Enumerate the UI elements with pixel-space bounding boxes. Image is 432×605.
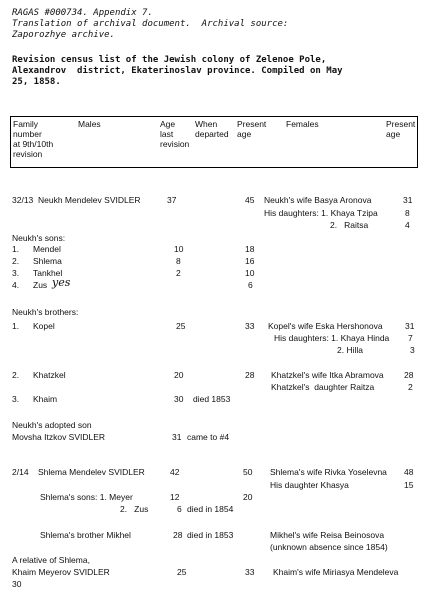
brother-number: 2. [12,370,20,380]
col-females: Females [286,119,319,129]
son-age: 10 [174,244,184,254]
col-present-2: age [237,129,252,139]
header-line-1: RAGAS #000734. Appendix 7. [12,8,153,18]
relative-female: Khaim's wife Miriasya Mendeleva [273,567,399,577]
entry-female: 2. Raitsa [330,220,369,230]
brother-age: 28 [173,530,183,540]
entry-present-age: 45 [245,195,255,205]
entry-present-age: 50 [243,467,253,477]
entry-female-age: 4 [405,220,410,230]
brother-age: 25 [176,321,186,331]
brother-female-age: 2 [408,382,413,392]
son-present: 6 [248,280,253,290]
adopted-note: came to #4 [187,432,230,442]
son-present: 20 [243,492,253,502]
brother-note: died in 1853 [187,530,234,540]
col-present-1: Present [237,119,267,129]
son-present: 10 [245,268,255,278]
entry-age: 37 [167,195,177,205]
brother-name: Kopel [33,321,55,331]
son-present: 16 [245,256,255,266]
son-number: 3. [12,268,20,278]
col-age-1: Age [160,119,176,129]
brother-age: 30 [174,394,184,404]
brother-female: Khatzkel's daughter Raitza [271,382,375,392]
son-name: Tankhel [33,268,63,278]
col-present-right-2: age [386,129,401,139]
brother-female: Kopel's wife Eska Hershonova [268,321,383,331]
col-when-2: departed [195,129,229,139]
son-age: 2 [176,268,181,278]
col-present-right-1: Present [386,119,416,129]
entry-female: Neukh's wife Basya Aronova [264,195,372,205]
brother-name: Khaim [33,394,58,404]
relative-present: 33 [245,567,255,577]
entry-male-name: Neukh Mendelev SVIDLER [38,195,141,205]
col-when-1: When [195,119,218,129]
son-age: 6 [177,504,182,514]
son-note: died in 1854 [187,504,234,514]
brother-label: Shlema's brother Mikhel [40,530,131,540]
col-family-2: number [13,129,42,139]
section-heading: A relative of Shlema, [12,555,90,565]
son-number: 4. [12,280,20,290]
son-name: Shlema [33,256,62,266]
brother-female: His daughters: 1. Khaya Hinda [274,333,390,343]
adopted-age: 31 [172,432,182,442]
brother-female-note: (unknown absence since 1854) [270,542,388,552]
handwritten-note: yes [52,276,71,289]
entry-female: His daughters: 1. Khaya Tzipa [264,208,378,218]
brother-present: 33 [245,321,255,331]
col-family-1: Family [13,119,39,129]
title-line-1: Revision census list of the Jewish colony of Zelenoe Pole, [12,55,327,65]
entry-age: 42 [170,467,180,477]
sons-label: Shlema's sons: 1. Meyer [40,492,133,502]
title-line-3: 25, 1858. [12,77,61,87]
entry-female-age: 31 [403,195,413,205]
brother-age: 20 [174,370,184,380]
relative-name: Khaim Meyerov SVIDLER [12,567,110,577]
title-line-2: Alexandrov district, Ekaterinoslav province. Compiled on May [12,66,343,76]
entry-female: His daughter Khasya [270,480,349,490]
son-number: 2. [12,256,20,266]
brother-note: died 1853 [193,394,231,404]
brother-female-age: 31 [405,321,415,331]
sons-label: 2. Zus [120,504,149,514]
header-line-3: Zaporozhye archive. [12,30,115,40]
entry-female-age: 15 [404,480,414,490]
section-heading: Neukh's brothers: [12,307,79,317]
relative-extra: 30 [12,579,22,589]
entry-family-number: 32/13 [12,195,34,205]
col-age-3: revision [160,139,190,149]
entry-female-age: 8 [405,208,410,218]
col-males: Males [78,119,101,129]
header-line-2: Translation of archival document. Archival source: [12,19,289,29]
section-heading: Neukh's adopted son [12,420,92,430]
son-age: 8 [176,256,181,266]
brother-present: 28 [245,370,255,380]
brother-number: 1. [12,321,20,331]
entry-family-number: 2/14 [12,467,29,477]
brother-female-age: 7 [408,333,413,343]
son-name: Zus [33,280,48,290]
col-age-2: last [160,129,174,139]
relative-age: 25 [177,567,187,577]
entry-male-name: Shlema Mendelev SVIDLER [38,467,145,477]
brother-female: Khatzkel's wife Itka Abramova [271,370,384,380]
brother-female-age: 3 [410,345,415,355]
col-family-3: at 9th/10th [13,139,54,149]
brother-female: Mikhel's wife Reisa Beinosova [270,530,385,540]
brother-name: Khatzkel [33,370,66,380]
brother-female: 2. Hilla [337,345,363,355]
entry-female: Shlema's wife Rivka Yoselevna [270,467,387,477]
brother-female-age: 28 [404,370,414,380]
section-heading: Neukh's sons: [12,233,66,243]
son-present: 18 [245,244,255,254]
adopted-name: Movsha Itzkov SVIDLER [12,432,106,442]
son-name: Mendel [33,244,61,254]
col-family-4: revision [13,149,43,159]
son-age: 12 [170,492,180,502]
brother-number: 3. [12,394,20,404]
entry-female-age: 48 [404,467,414,477]
son-number: 1. [12,244,20,254]
